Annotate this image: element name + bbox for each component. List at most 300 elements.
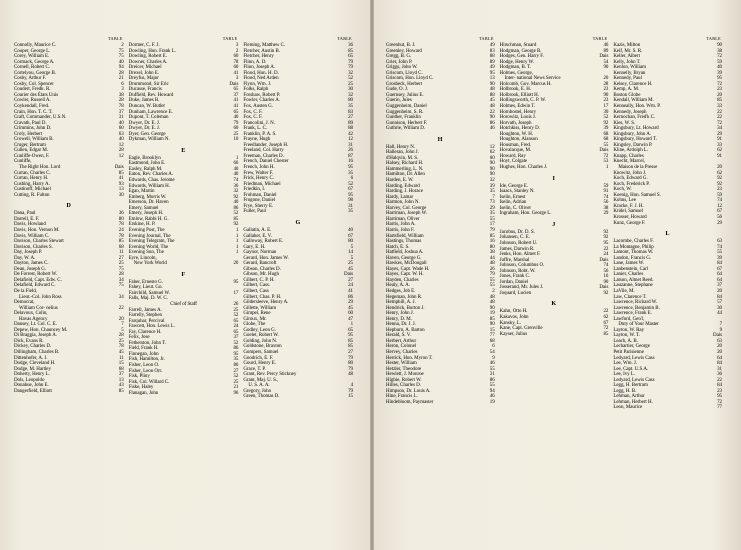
index-entry-name: Gregg, B. G. [386,54,412,60]
index-entry-name: Fox, Austen G. [243,104,273,110]
index-entry-name: Gregory, John [243,388,271,394]
index-entry-name: Hammerling, L. N. [386,166,424,172]
index-entry-name: Fairchild, Samuel W. [128,290,170,296]
index-entry-page: 73 [489,200,495,206]
index-entry-name: Haven, George G. [386,255,422,261]
index-entry-name: Dwyer, Dr. E. J. [128,120,161,126]
index-entry-page: 20 [717,344,723,350]
index-entry-name: Hamilton, Dr. Allen [386,172,425,178]
index-entry-name: Emery, Joseph H. [128,211,164,217]
index-entry-name: Petit Parisienne [613,349,644,355]
index-entry-page: 77 [489,333,495,339]
index-entry-name: Griscom, Lloyd C. [386,70,423,76]
index-entry-name: Hodges, Gen. Harry F. [499,54,544,60]
index-entry-page: 22 [118,305,124,311]
index-entry-name: Gallaher, E. V. [243,233,272,239]
index-entry-page: 55 [489,383,495,389]
index-entry-name: Hardy, Lamar [386,194,414,200]
table-header-label: TABLE [706,36,722,41]
index-entry-page: 55 [489,216,495,222]
index-entry-page: 90 [489,322,495,328]
index-entry-name: Leach, A. B. [613,338,638,344]
index-entry-name: Howard, Ray [499,153,526,159]
index-entry-name: Gilbert, Cass [243,288,269,294]
index-entry-page: 62 [603,314,609,320]
index-entry-page: 2 [235,48,239,54]
index-entry [613,221,722,227]
index-entry-page: 48 [489,87,495,93]
index-entry-page: 23 [717,388,723,394]
index-entry-name: Galloway, Robert E. [243,239,284,245]
index-entry-page: 46 [489,126,495,132]
index-entry-name: Layton, W. Ray [613,327,645,333]
index-entry-name: Emerson, Dr. Haven [128,200,169,206]
index-entry-name: Hodge, Henry W. [499,59,534,65]
index-entry-page: 80 [118,216,124,222]
index-entry-page: 7 [719,322,723,328]
index-entry-page: 72 [717,81,723,87]
left-column-1 [14,36,129,536]
index-entry-name: Law, Clarence T. [613,294,647,300]
index-entry-name: Edwards, William H. [128,183,170,189]
index-entry-page: 91 [717,153,723,159]
index-entry-name: Kingsley, Darwin P. [613,142,653,148]
index-entry-page: 68 [118,244,124,250]
index-entry-page: 26 [233,301,239,307]
index-entry-name: Kazis, Milton [613,43,641,48]
index-entry-page: 59 [603,183,609,189]
index-entry-name: Jenks, Hon. Almet F. [499,252,541,258]
index-entry-name: Ide, George E. [499,183,529,189]
index-entry-name: Fish, Hamilton, Jr. [128,357,165,363]
index-entry-name: Greenhut, B. J. [386,43,416,48]
index-entry-page: 79 [233,120,239,126]
index-entry-name: Courier des États Unis [14,92,59,98]
index-entry-page: 28 [118,333,124,339]
index-entry-page: 22 [717,377,723,383]
index-entry-page: 52 [603,115,609,121]
index-entry-name: Curran, Henry H. [14,176,49,182]
index-entry-page: 84 [717,361,723,367]
index-entry-page: 85 [348,338,354,344]
index-entry-page: 89 [603,48,609,54]
index-entry-page: 32 [348,70,354,76]
index-entry-page: 45 [118,349,124,355]
index-entry-page: 43 [118,383,124,389]
index-entry-page: 85 [348,344,354,350]
index-entry-name: Landon, Francis G. [613,255,652,261]
index-entry-name: Flood, Ned Arden [243,76,279,82]
index-entry-name: Duncan, W. Butler [128,104,166,110]
index-entry-name: Fletcher, Henry [243,54,274,60]
index-entry-name: Freeland, Col. Harry [243,148,284,154]
index-entry-page: 38 [118,92,124,98]
index-entry-name: Holmes, George, [499,70,533,76]
index-entry-page: 75 [118,54,124,60]
index-entry-name: Evening Post, The [128,227,165,233]
index-entry-page: 1 [235,155,239,161]
index-entry-name: Ledyard, Lewis Cass [613,355,655,361]
index-entry-page: 36 [233,183,239,189]
index-entry-name: Farrell, James A. [128,307,162,313]
index-entry-name: Goodrich, E. F. [243,355,274,361]
index-entry-name: Hirschman, Stuard [499,43,537,48]
index-entry-name: Gildersleeve, Henry A. [243,300,289,306]
index-entry-name: Kenneally, Hon. Wm. P. [613,104,661,110]
index-entry-page: 37 [118,372,124,378]
index-entry-name: Cosby, Col. Spencer [14,81,54,87]
index-entry-page: 90 [489,161,495,167]
index-entry-page: 68 [603,137,609,143]
index-entry-page: 1 [605,165,609,171]
index-entry-name: Lawrence, Frank E. [613,311,652,317]
index-entry-page: 79 [489,227,495,233]
index-entry [386,400,495,406]
index-entry-page: 6 [350,176,354,182]
index-entry-name: Jacobus, Dr. D. S. [499,229,535,235]
index-entry-name: Evening Sun, The [128,250,164,256]
index-entry-name: Frayne, Hugh [243,137,271,143]
index-entry-name: Isaacs, Stanley N. [499,189,535,195]
index-entry-page: Dais [599,285,609,291]
index-entry-name: Darrell, E. F. [14,216,40,222]
index-entry-page: 13 [118,377,124,383]
index-entry-name: Friedman, Michael [243,181,281,187]
index-entry-name: Fetherston, John T. [128,340,166,346]
index-entry-page: 31 [118,115,124,121]
index-entry-name: Hollingsworth, C. P. W. [499,98,546,104]
index-entry-page: 12 [118,153,124,159]
index-entry-name: Dwyer, Dr. E. J. [128,126,161,132]
index-entry-name: Globe, The [243,322,266,328]
index-entry-page: 41 [233,104,239,110]
index-entry-page: 85 [717,98,723,104]
index-entry-name: Hastings, Thomas [386,239,422,245]
index-entry-page: 38 [603,205,609,211]
index-entry-name: Kahn, Otto H. [499,309,528,315]
index-entry-page: 55 [603,142,609,148]
index-entry-page: 12 [348,137,354,143]
index-entry-page: 53 [603,159,609,165]
index-entry-page: 60 [118,126,124,132]
index-entry-name: Hedges, Job E. [386,288,416,294]
index-entry-page: 44 [489,255,495,261]
index-entry-page: 85 [118,239,124,245]
index-entry-page: 92 [717,181,723,187]
index-entry-page: 95 [348,192,354,198]
index-entry-page: 79 [348,388,354,394]
right-column-3 [613,36,727,536]
index-entry-name: Krosser, Howard [613,214,647,220]
index-entry-page: 95 [717,394,723,400]
index-entry-name: Kies, W. S. [613,120,636,126]
entries-list [14,43,124,394]
index-entry-page: 64 [717,355,723,361]
index-entry-page: 67 [348,233,354,239]
index-entry-page: 65 [233,87,239,93]
letter-heading: D [66,202,72,210]
index-entry-page: 30 [348,87,354,93]
index-entry-page: 40 [233,172,239,178]
index-entry-name: Josserand, Mr. Jules J. [499,285,544,291]
index-entry-name: Gourd, Henry E. [243,361,276,367]
index-entry-page: 5 [121,327,124,333]
index-entry-name: Holcomb, Gov. Marcus H. [499,81,552,87]
index-entry-page: 40 [233,166,239,172]
index-entry-name: Frank, L. C. [243,126,268,132]
index-entry-page: 37 [233,335,239,341]
index-entry-name: Johansen, C. E. [499,235,530,241]
entries-list [129,43,239,396]
index-entry-page: 72 [717,120,723,126]
index-entry-name: Dana, Paul [14,211,36,217]
index-entry-page: 80 [348,98,354,104]
index-entry-name: Housman, Fred. [499,142,532,148]
index-entry-page: 86 [489,120,495,126]
index-entry-name: Kansky, L. [499,320,521,326]
index-entry-name: Gunnison, Herbert F. [386,120,428,126]
index-entry-name: Griggs, John W. [386,65,418,71]
index-entry-page: 29 [717,131,723,137]
index-entry-name: Fuller, Paul [243,209,266,215]
entries-list [500,43,609,337]
index-entry-name: Crowell, William B. [14,137,54,143]
index-entry-name: Kemp, A. M. [613,87,640,93]
index-entry-page: 26 [489,266,495,272]
index-entry-name: Kingsbury, Lt. Howard [613,126,659,132]
index-entry-page: 3 [235,43,239,48]
index-entry-name: Harris, John F. [386,227,415,233]
index-entry-name: Dyer, Gen. George [128,131,166,137]
index-entry-page: 41 [118,176,124,182]
index-entry-name: The Right Hon. Lord [19,165,61,171]
index-entry-name: Hindebloom, Paymaster [386,399,434,405]
index-entry-page: 7 [492,194,495,200]
index-entry-page: 22 [603,246,609,252]
index-entry-page: 32 [233,189,239,195]
index-entry-name: Delafield, Capt. Edw. C. [14,277,62,283]
index-entry-name: James, Darwin R. [499,246,535,252]
index-entry-page: 85 [348,48,354,54]
index-entry-page: 72 [603,326,609,332]
index-entry-name: Fox, C. F. [243,109,263,115]
index-entry-name: Legg, H. B. [613,388,637,394]
index-entry-page: 13 [489,76,495,82]
index-entry-page: 75 [118,283,124,289]
index-entry-page: 52 [348,181,354,187]
index-entry-name: Duffield, Rev. Howard [128,92,174,98]
index-entry-page: 30 [118,192,124,198]
index-entry-name: Friedkin, I. [243,187,266,193]
index-entry-page: Dais [713,333,723,339]
index-entry-name: Knowitz, John J. [613,170,647,176]
index-entry-name: Lehman, Arthur [613,394,645,400]
index-entry-page: 95 [233,279,239,285]
index-entry-name: Keller, Albert [613,54,640,60]
index-entry-page: 83 [348,109,354,115]
index-entry-page: 90 [603,65,609,71]
index-entry-name: Gerard, Bancroft [243,261,277,267]
index-entry-name: Hoyt, Colgate [499,159,528,165]
index-entry-name: Cruger, Bertram [14,142,46,148]
index-entry-name: Evening Telegram, The [128,239,175,245]
index-entry-name: Grosbeck, Herbert [386,81,423,87]
index-entry-page: 19 [489,311,495,317]
index-entry-name: Harding, Edward [386,183,420,189]
letter-heading: E [181,146,186,154]
index-entry-name: Eyre, Lincoln, [128,255,157,261]
index-entry-page: 40 [118,137,124,143]
index-entry-page: 91 [717,137,723,143]
index-entry-name: Koch, W. [613,187,632,193]
index-entry-name: Hendrick, Burton J. [386,305,425,311]
index-entry-name: Davis, Hon. Vernon M. [14,227,60,233]
index-entry-name: Greenley, Howard [386,48,422,54]
index-entry-page: 29 [489,205,495,211]
index-entry-name: Griscom, Hon. Lloyd C. [386,76,434,82]
index-entry-page: 25 [118,338,124,344]
index-entry-page: 66 [233,161,239,167]
index-entry [386,126,495,132]
index-entry-page: 86 [489,377,495,383]
index-entry-page: 65 [233,318,239,324]
index-entry-name: Hine, Francis L. [386,394,418,400]
index-entry-name: Frohman, Daniel [243,192,277,198]
index-entry-page: 38 [489,250,495,256]
index-entry-page: 35 [348,104,354,110]
index-entry-name: Fahey, Lieut. Go. [128,285,163,291]
index-entry [500,165,609,171]
index-entry-name: Layton, W. T. [613,333,640,339]
index-entry-name: French, Daniel Chester [243,159,289,165]
index-entry-name: Hall, Henry N. [386,144,416,150]
index-entry-page: 37 [118,109,124,115]
index-entry-page: 92 [603,229,609,235]
index-entry-name: Dick, Evans R. [14,338,44,344]
index-entry-name: Cutting, R. Fulton [14,192,50,198]
index-entry-name: Holmes, Edwin T. [499,104,536,110]
index-entry-name: Horowitz, Louis J. [499,115,536,121]
index-entry-page: 60 [348,311,354,317]
index-entry-page: 12 [118,142,124,148]
index-entry-name: Flood, Hon. H. D. [243,70,279,76]
index-entry-page: 78 [233,59,239,65]
index-entry-name: Dodge, M. Hartley [14,366,51,372]
index-entry-page: 94 [118,65,124,71]
index-entry-name: Cosby, Arthur F. [14,76,47,82]
index-entry-page: 80 [489,244,495,250]
index-entry-page: 72 [603,153,609,159]
index-entry-page: 79 [348,59,354,65]
index-entry-name: Gilbert, C. P. H. [243,277,275,283]
index-entry-name: Dangerfield, Elliott [14,388,52,394]
index-entry-page: 40 [348,227,354,233]
index-entry-name: Democrat, [14,300,35,306]
index-entry-page: 90 [717,43,723,48]
index-entry-name: Franklin, P. A. S. [243,131,277,137]
index-entry-page: 67 [717,209,723,215]
index-entry-name: Lee, Wm. J. [613,361,638,367]
index-entry-name: Fisk, Col. Willard C. [128,379,170,385]
index-entry-name: Farquhar, Percival [128,318,165,324]
index-entry-page: 72 [717,54,723,60]
index-entry-page: 48 [489,104,495,110]
letter-heading: I [552,174,556,182]
index-entry-name: Gary, E. H. [243,244,266,250]
index-entry-page: 92 [603,235,609,241]
index-entry-page: 24 [118,227,124,233]
index-entry-name: Kennedy, Joseph [613,109,647,115]
index-entry-page: 1 [235,227,239,233]
index-entry-page: 16 [603,274,609,280]
index-entry-name: Johnson, Columbus O. [499,263,545,269]
index-entry-name: Cunliffe-Owen, F. [14,153,50,159]
index-entry-page: 84 [717,383,723,389]
index-entry-page: 78 [118,233,124,239]
index-entry-name: Gompers, Samuel [243,349,279,355]
index-entry-name: Fox, C. F. [243,115,263,121]
index-entry-name: William Cor- nelius [19,305,58,311]
index-entry-page: 11 [118,355,124,361]
index-entry-name: Cunliffe, [14,159,32,165]
index-entry-name: Evening Journal, The [128,233,171,239]
table-header-label: TABLE [108,36,123,41]
index-entry-page: 87 [348,153,354,159]
index-entry-name: Frye, Sherry E. [243,203,274,209]
index-entry-page: 45 [348,266,354,272]
index-entry-name: Havas Agency [19,316,48,322]
index-entry-name: Forshaw, Robert P. [243,92,281,98]
index-entry-page: 63 [717,338,723,344]
index-entry-page: 68 [489,338,495,344]
index-entry-page: 28 [118,148,124,154]
index-entry-page: 44 [717,311,723,317]
index-entry-name: Hayden, Charles [386,277,419,283]
index-entry-page: 33 [717,104,723,110]
index-entry-name: Field, Frank H. [128,346,159,352]
index-entry-name: Gibson, Mr. Hugh [243,272,279,278]
index-entry-name: Kingsbury, John A. [613,131,652,137]
index-entry-page: 84 [717,294,723,300]
index-entry-name: Kernochan, Fred'k C. [613,115,656,121]
index-entry-name: Dickey, Charles D. [14,344,52,350]
index-entry-name: Emlow, Rabbi H. G. [128,216,169,222]
index-entry-name: Hornbostel, Henry [499,109,537,115]
index-entry-name: Dupont, T. Coleman [128,115,169,121]
index-entry-name: Goldstone, Braxton [243,344,282,350]
index-entry-name: Eastmond, John E. [128,161,166,167]
index-entry-name: Knapp, Charles [613,153,644,159]
index-entry-name: Hemphill, A. J. [386,300,416,306]
index-entry-page: 78 [118,222,124,228]
right-page-columns [386,36,727,536]
index-entry-name: Lechartier, George [613,344,650,350]
index-entry-page: 16 [348,159,354,165]
index-entry-page: 36 [118,211,124,217]
index-entry-name: d'Halqvin, M. S. [386,155,419,161]
index-entry-page: 29 [348,300,354,306]
index-entry-page: 48 [489,294,495,300]
index-entry-page: 26 [348,148,354,154]
letter-heading: H [437,135,443,143]
index-entry-page: 92 [603,120,609,126]
index-entry-name: Curran, Charles C. [14,170,51,176]
index-entry-name: Ducasse, Francis [128,87,162,93]
index-entry-name: Harding, J. Horace [386,189,423,195]
index-entry-name: Heron, Colonel [386,344,417,350]
index-entry-name: La Montagne, Philip [613,244,654,250]
index-entry-name: Drexel, John E. [128,70,160,76]
